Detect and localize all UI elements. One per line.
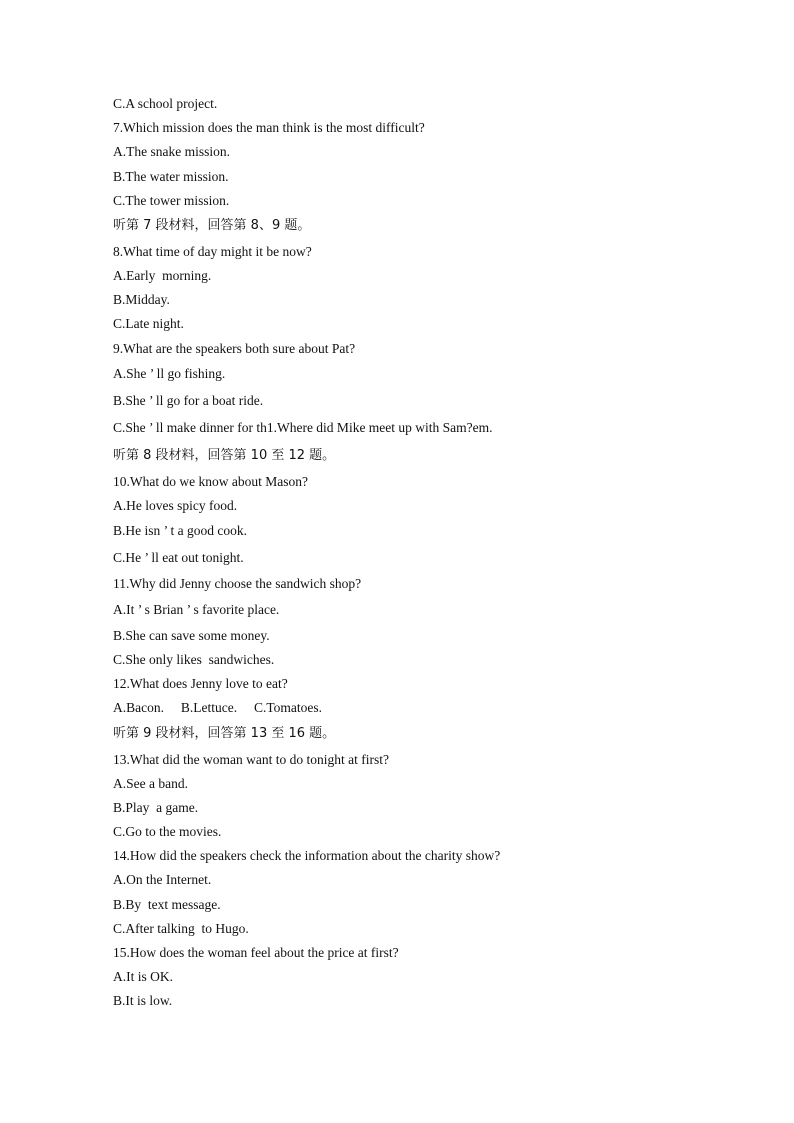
option-11c: C.She only likes sandwiches. xyxy=(113,652,275,667)
option-14c: C.After talking to Hugo. xyxy=(113,921,249,936)
option-6c: C.A school project. xyxy=(113,96,218,111)
question-10: 10.What do we know about Mason? xyxy=(113,474,308,489)
option-11a: A.It ’ s Brian ’ s favorite place. xyxy=(113,602,280,617)
options-12: A.Bacon. B.Lettuce. C.Tomatoes. xyxy=(113,700,323,715)
question-8: 8.What time of day might it be now? xyxy=(113,244,312,259)
question-9: 9.What are the speakers both sure about Pat? xyxy=(113,341,356,356)
option-11b: B.She can save some money. xyxy=(113,628,270,643)
option-9a: A.She ’ ll go fishing. xyxy=(113,366,226,381)
option-8c: C.Late night. xyxy=(113,316,184,331)
option-7b: B.The water mission. xyxy=(113,169,229,184)
option-8b: B.Midday. xyxy=(113,292,170,307)
option-9b: B.She ’ ll go for a boat ride. xyxy=(113,393,264,408)
section-heading-9: 听第 9 段材料，回答第 13 至 16 题。 xyxy=(113,726,336,741)
option-15b: B.It is low. xyxy=(113,993,173,1008)
question-7: 7.Which mission does the man think is the most difficult? xyxy=(113,120,425,135)
question-11: 11.Why did Jenny choose the sandwich shop? xyxy=(113,576,362,591)
option-13b: B.Play a game. xyxy=(113,800,199,815)
section-heading-8: 听第 8 段材料，回答第 10 至 12 题。 xyxy=(113,448,336,463)
option-14b: B.By text message. xyxy=(113,897,221,912)
option-13c: C.Go to the movies. xyxy=(113,824,222,839)
question-12: 12.What does Jenny love to eat? xyxy=(113,676,288,691)
option-15a: A.It is OK. xyxy=(113,969,173,984)
option-10b: B.He isn ’ t a good cook. xyxy=(113,523,247,538)
option-9c: C.She ’ ll make dinner for th1.Where did Mike meet up with Sam?em. xyxy=(113,420,493,435)
option-7c: C.The tower mission. xyxy=(113,193,230,208)
option-14a: A.On the Internet. xyxy=(113,872,212,887)
option-7a: A.The snake mission. xyxy=(113,144,230,159)
question-14: 14.How did the speakers check the information about the charity show? xyxy=(113,848,501,863)
option-10a: A.He loves spicy food. xyxy=(113,498,238,513)
question-13: 13.What did the woman want to do tonight at first? xyxy=(113,752,389,767)
option-13a: A.See a band. xyxy=(113,776,188,791)
question-15: 15.How does the woman feel about the price at first? xyxy=(113,945,399,960)
option-8a: A.Early morning. xyxy=(113,268,212,283)
option-10c: C.He ’ ll eat out tonight. xyxy=(113,550,244,565)
section-heading-7: 听第 7 段材料，回答第 8、9 题。 xyxy=(113,218,311,233)
